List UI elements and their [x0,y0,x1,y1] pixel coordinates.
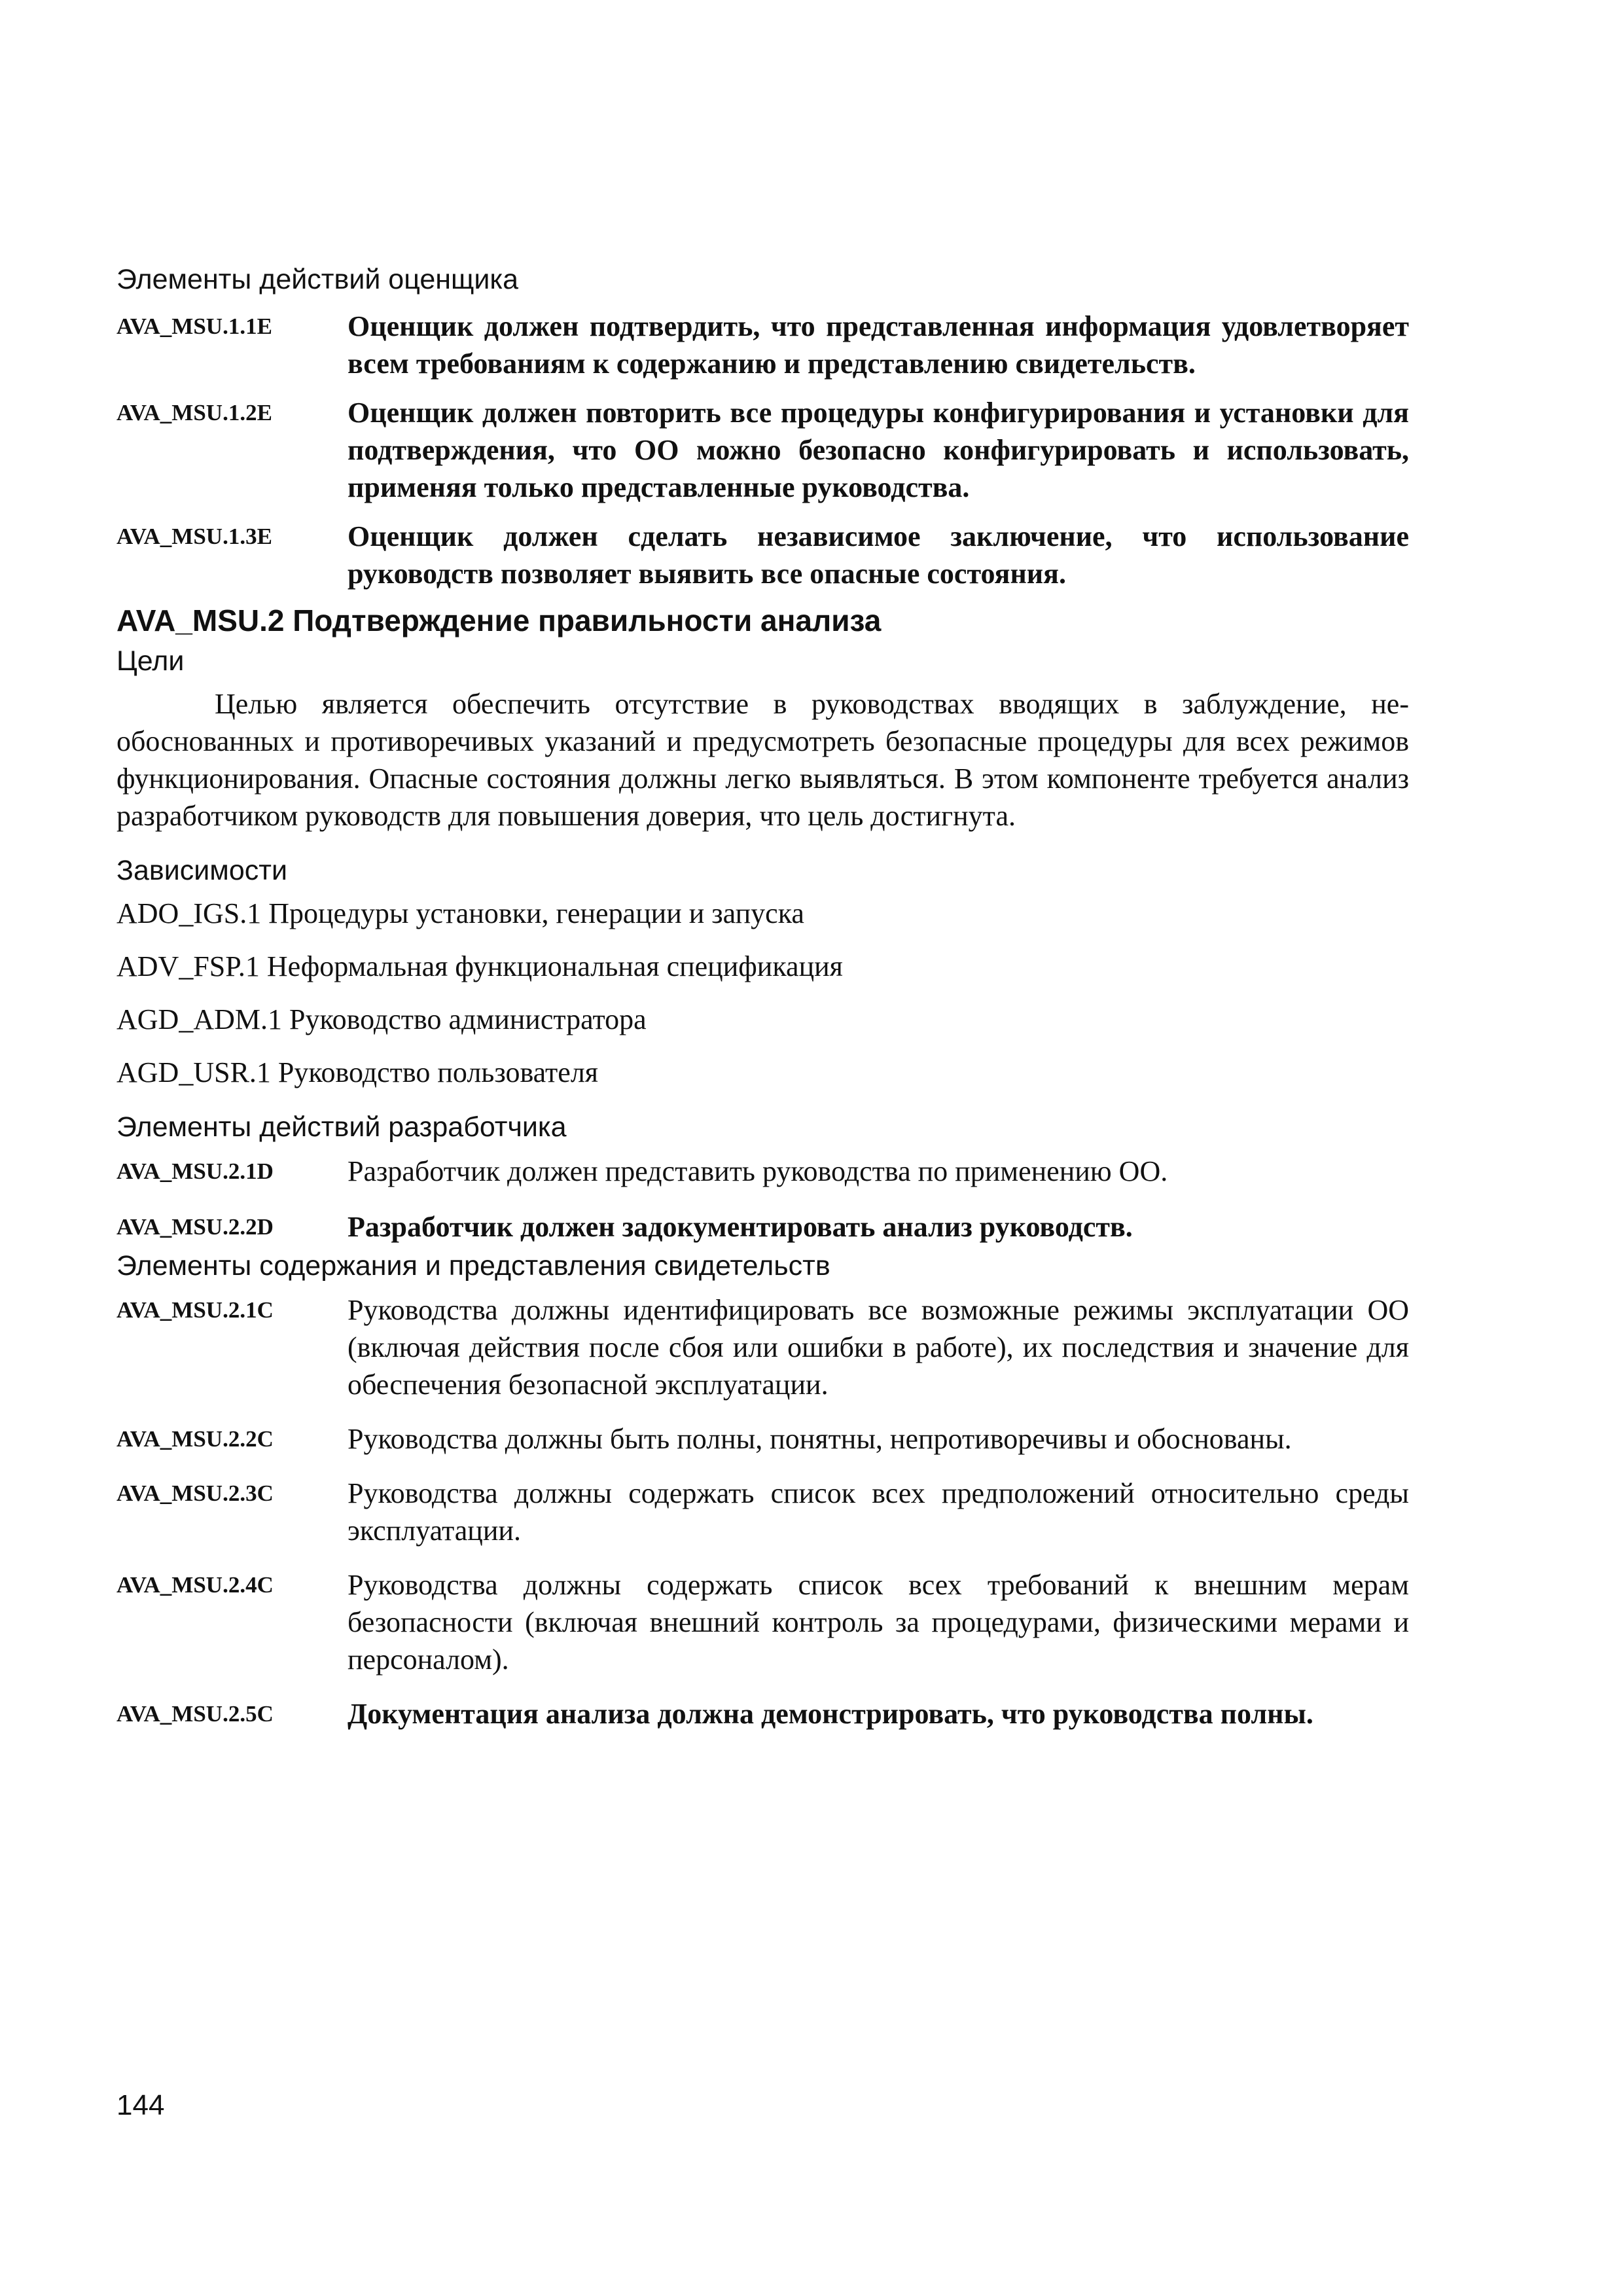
page-number: 144 [116,2089,165,2121]
component-title: AVA_MSU.2 Подтверждение правильности анализа [116,603,882,637]
dependencies-heading: Зависимости [116,855,287,886]
requirement-row [116,1695,1409,1732]
requirement-text: Руководства должны содержать список всех предположений относительно среды эксплуатации. [348,1477,1409,1547]
requirement-text: Разработчик должен представить руководства по применению ОО. [348,1155,1168,1187]
requirement-id: AVA_MSU.2.4C [116,1572,274,1598]
requirement-text: Оценщик должен подтвердить, что представленная информация удовлетворяет всем требованиям к содержанию и представлению свидетельств. [348,310,1409,380]
requirement-text: Документация анализа должна демонстрировать, что руководства полны. [348,1698,1313,1730]
requirement-row [116,394,1409,506]
requirement-id: AVA_MSU.2.5C [116,1701,274,1727]
requirement-row [116,1291,1409,1403]
dependency-item: ADO_IGS.1 Процедуры установки, генерации и запуска [116,897,804,929]
dependency-item: ADV_FSP.1 Неформальная функциональная спецификация [116,950,843,982]
requirement-row [116,1566,1409,1678]
requirement-id: AVA_MSU.1.2E [116,400,272,425]
requirement-row [116,1153,1409,1190]
requirement-text: Оценщик должен повторить все процедуры конфигурирования и установки для подтверждения, что ОО можно безопасно конфигурировать и использовать, применяя только представленные руководства. [348,397,1409,503]
requirement-id: AVA_MSU.2.1C [116,1297,274,1323]
requirement-id: AVA_MSU.2.2D [116,1214,274,1240]
requirement-text: Руководства должны быть полны, понятны, непротиворечивы и обоснованы. [348,1423,1292,1455]
requirement-id: AVA_MSU.1.3E [116,524,272,549]
requirement-row [116,308,1409,382]
requirement-text: Руководства должны содержать список всех требований к внешним мерам безопасности (включая внешний контроль за процедурами, физическими мерами и персоналом). [348,1569,1409,1676]
dependency-item: AGD_ADM.1 Руководство администратора [116,1003,647,1035]
content-presentation-heading: Элементы содержания и представления свидетельств [116,1250,830,1282]
requirement-row [116,1208,1409,1246]
requirement-row [116,1420,1409,1458]
requirement-text: Руководства должны идентифицировать все возможные режимы эксплуатации ОО (включая действия после сбоя или ошибки в работе), их последствия и значение для обеспечения безопасной эксплуатации. [348,1294,1409,1401]
requirement-id: AVA_MSU.2.1D [116,1158,274,1184]
dependency-item: AGD_USR.1 Руководство пользователя [116,1056,599,1088]
developer-actions-heading: Элементы действий разработчика [116,1111,567,1143]
requirement-id: AVA_MSU.1.1E [116,314,272,339]
evaluator-actions-heading: Элементы действий оценщика [116,264,519,295]
requirement-text: Разработчик должен задокументировать анализ руководств. [348,1211,1133,1243]
objectives-heading: Цели [116,645,185,677]
requirement-row [116,518,1409,592]
requirement-text: Оценщик должен сделать независимое заключение, что использование руководств позволяет выявить все опасные состояния. [348,520,1409,590]
requirement-row [116,1475,1409,1549]
requirement-id: AVA_MSU.2.2C [116,1426,274,1452]
document-page [116,262,1409,1732]
requirement-id: AVA_MSU.2.3C [116,1480,274,1506]
objectives-paragraph: Целью является обеспечить отсутствие в руководствах вводящих в заблуждение, необоснованных и противоречивых указаний и предусмотреть безопасные процедуры для всех режимов функционирования. Опасные состояния должны легко выявляться. В этом компоненте требуется анализ разработчиком руководств для повышения доверия, что цель достигнута. [116,688,1409,832]
